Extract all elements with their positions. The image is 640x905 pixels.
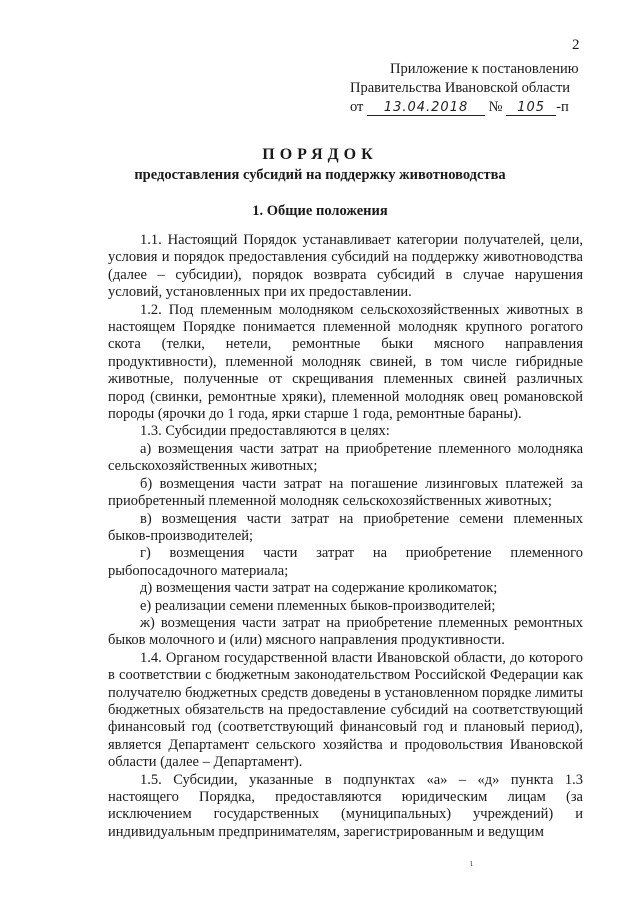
handwritten-date: 13.04.2018: [367, 100, 485, 116]
paragraph: б) возмещения части затрат на погашение лизинговых платежей за приобретенный племенной молодняк сельскохозяйственных животных;: [108, 475, 583, 510]
paragraph: д) возмещения части затрат на содержание кроликоматок;: [140, 580, 498, 597]
section-heading: 1. Общие положения: [252, 203, 388, 219]
paragraph: 1.1. Настоящий Порядок устанавливает категории получателей, цели, условия и порядок предоставления субсидий на поддержку животноводства (далее – субсидии), порядок возврата субсидий в случае нарушения условий, установленных при их предоставлении.: [108, 232, 583, 301]
paragraph: в) возмещения части затрат на приобретение семени племенных быков-производителей;: [108, 510, 583, 544]
paragraph: е) реализации семени племенных быков-производителей;: [140, 597, 496, 614]
scan-mark: ι: [470, 858, 473, 869]
from-label: от: [350, 99, 364, 115]
appendix-date-line: [350, 98, 590, 117]
handwritten-number: 105: [506, 100, 556, 116]
appendix-line-1: Приложение к постановлению: [390, 61, 579, 77]
appendix-block: [350, 60, 590, 117]
number-label: №: [488, 99, 503, 115]
paragraph: г) возмещения части затрат на приобретение племенного рыбопосадочного материала;: [108, 545, 583, 579]
document-subtitle: предоставления субсидий на поддержку животноводства: [134, 167, 506, 183]
page-number: 2: [572, 37, 580, 53]
paragraph: 1.2. Под племенным молодняком сельскохозяйственных животных в настоящем Порядке понимается племенной молодняк крупного рогатого скота (телки, нетели, ремонтные быки мясного направления продуктивности), племенной молодняк свиней, в том числе гибридные животные, полученные от скрещивания племенных свиней различных пород (свинки, ремонтные хряки), племенной молодняк овец романовской породы (ярочки до 1 года, ярки старше 1 года, ремонтные бараны).: [108, 301, 583, 423]
document-body: [108, 232, 583, 841]
paragraph: 1.4. Органом государственной власти Ивановской области, до которого в соответствии с бюджетным законодательством Российской Федерации как получателю бюджетных средств доведены в установленном порядке лимиты бюджетных обязательств на предоставление субсидий на соответствующий финансовый год (соответствующий финансовый год и плановый период), является Департамент сельского хозяйства и продовольствия Ивановской области (далее – Департамент).: [108, 649, 583, 771]
paragraph: ж) возмещения части затрат на приобретение племенных ремонтных быков молочного и (или) мясного направления продуктивности.: [108, 614, 583, 649]
appendix-line-2: Правительства Ивановской области: [350, 80, 571, 96]
paragraph: 1.5. Субсидии, указанные в подпунктах «а» – «д» пункта 1.3 настоящего Порядка, предоставляются юридическим лицам (за исключением государственных (муниципальных) учреждений) и индивидуальным предпринимателям, зарегистрированным и ведущим: [108, 771, 583, 840]
document-title: ПОРЯДОК: [262, 146, 378, 163]
number-suffix: -п: [556, 99, 569, 115]
paragraph: а) возмещения части затрат на приобретение племенного молодняка сельскохозяйственных животных;: [108, 440, 583, 475]
paragraph: 1.3. Субсидии предоставляются в целях:: [140, 423, 390, 440]
